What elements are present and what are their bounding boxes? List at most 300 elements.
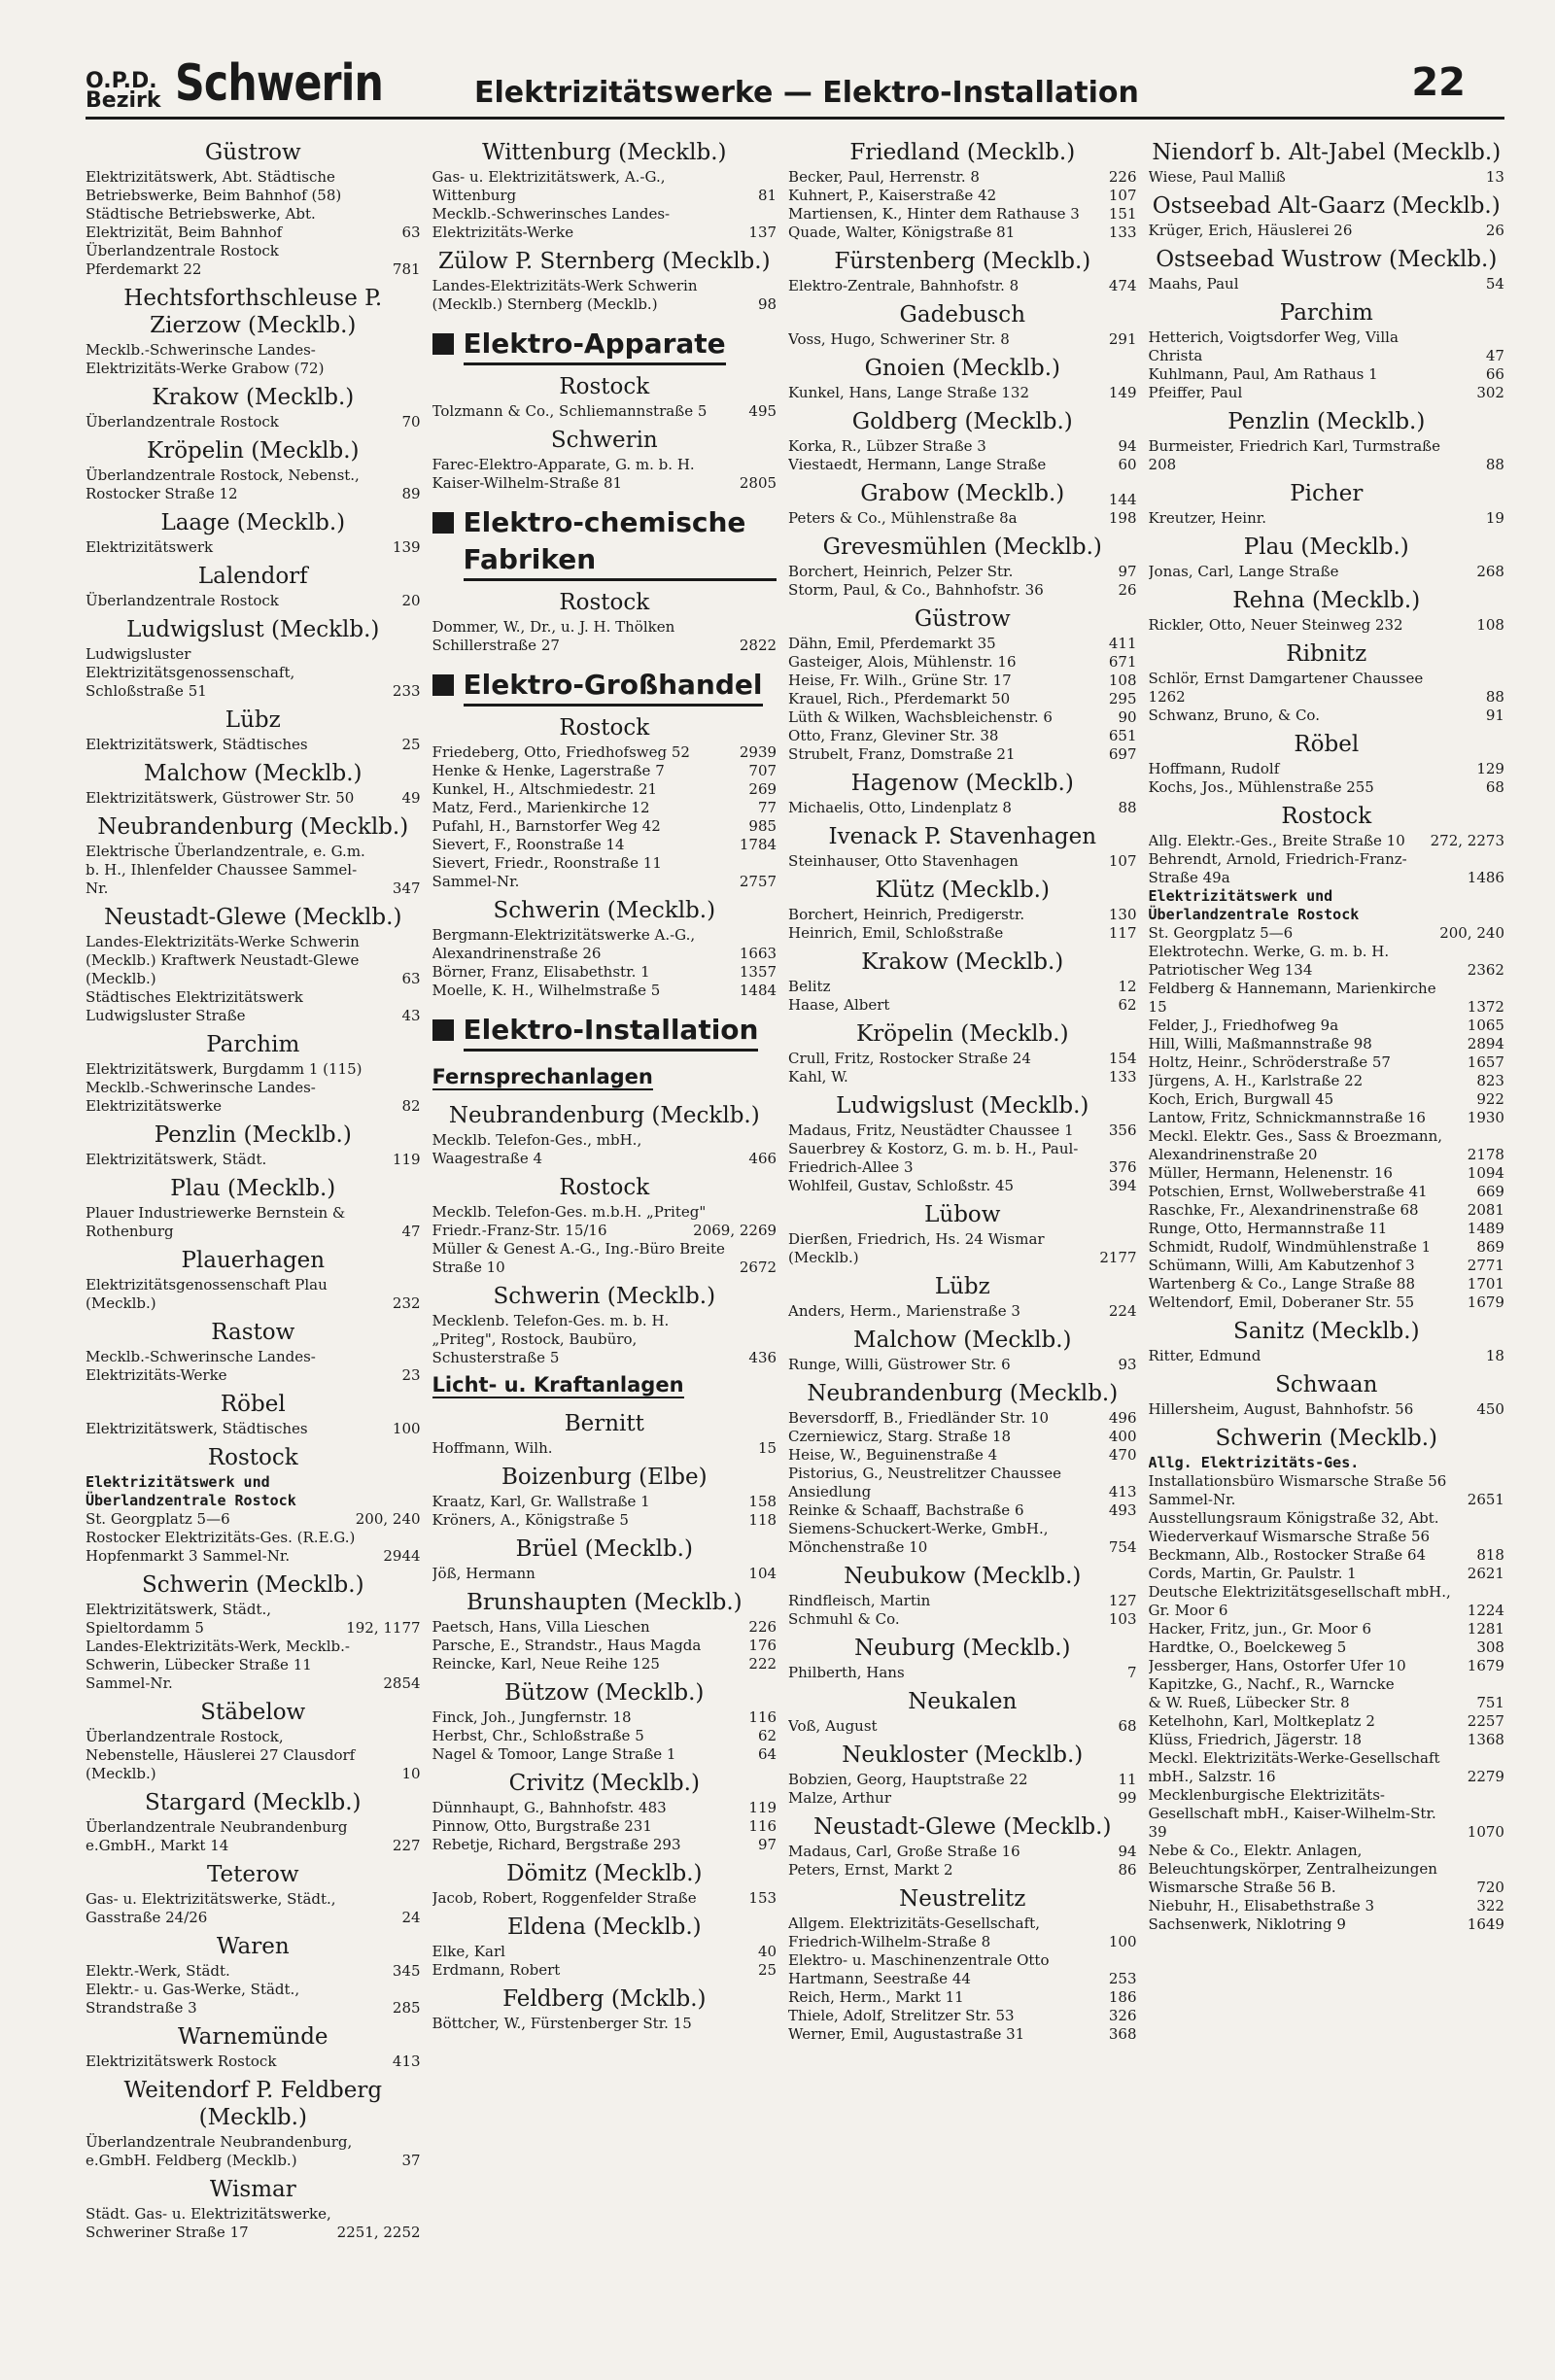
place-heading: Neustadt-Glewe (Mecklb.) bbox=[104, 905, 402, 930]
entry-text: Gas- u. Elektrizitätswerke, Städt., Gasstraße 24/26 bbox=[86, 1890, 336, 1926]
entry-text: Ketelhohn, Karl, Moltkeplatz 2 bbox=[1148, 1712, 1375, 1730]
directory-entry bbox=[788, 509, 1136, 528]
entry-text: Jürgens, A. H., Karlstraße 22 bbox=[1148, 1072, 1364, 1089]
entry-text: Mecklb.-Schwerinsche Landes-Elektrizitätswerke bbox=[86, 1079, 316, 1115]
directory-entry bbox=[788, 852, 1136, 871]
entry-text: Potschien, Ernst, Wollweberstraße 41 bbox=[1148, 1183, 1428, 1200]
entry-text: Überlandzentrale Neubrandenburg, e.GmbH. Feldberg (Mecklb.) bbox=[86, 2133, 353, 2169]
entry-text: Rindfleisch, Martin bbox=[788, 1592, 931, 1609]
place-section bbox=[788, 1273, 1136, 1321]
directory-entry bbox=[788, 799, 1136, 817]
directory-entry bbox=[1149, 168, 1504, 187]
entry-phone-number: 94 bbox=[1118, 437, 1137, 455]
entry-phone-number: 198 bbox=[1108, 509, 1137, 527]
directory-entry bbox=[86, 592, 421, 610]
entry-phone-number: 394 bbox=[1108, 1177, 1137, 1194]
directory-entry bbox=[432, 1817, 778, 1836]
place-heading: Bernitt bbox=[564, 1411, 644, 1436]
entry-phone-number: 103 bbox=[1108, 1610, 1137, 1628]
place-heading: Ostseebad Wustrow (Mecklb.) bbox=[1156, 247, 1498, 272]
place-section bbox=[1149, 408, 1504, 474]
entry-text: Pufahl, H., Barnstorfer Weg 42 bbox=[432, 817, 661, 835]
directory-entry bbox=[788, 1914, 1136, 1951]
directory-entry bbox=[432, 1511, 778, 1530]
place-section bbox=[1149, 1371, 1504, 1419]
entry-text: Meckl. Elektr. Ges., Sass & Broezmann, Alexandrinenstraße 20 bbox=[1148, 1127, 1443, 1163]
entry-phone-number: 88 bbox=[1118, 799, 1137, 816]
entry-phone-number: 2894 bbox=[1467, 1035, 1504, 1052]
directory-entry bbox=[432, 1240, 778, 1277]
directory-entry bbox=[86, 2133, 421, 2170]
directory-entry bbox=[1149, 1915, 1504, 1934]
entry-text: Landes-Elektrizitäts-Werk Schwerin (Mecklb.) Sternberg (Mecklb.) bbox=[432, 277, 698, 313]
directory-entry bbox=[788, 437, 1136, 456]
entry-text: Koch, Erich, Burgwall 45 bbox=[1148, 1090, 1334, 1108]
entry-text: Mecklenburgische Elektrizitäts-Gesellschaft mbH., Kaiser-Wilhelm-Str. 39 bbox=[1148, 1786, 1436, 1841]
place-section bbox=[1149, 246, 1504, 293]
entry-phone-number: 7 bbox=[1126, 1664, 1137, 1681]
entry-phone-number: 226 bbox=[1108, 168, 1137, 186]
entry-text: Mecklb.-Schwerinsches Landes-Elektrizitäts-Werke bbox=[432, 205, 671, 241]
entry-text: Crull, Fritz, Rostocker Straße 24 bbox=[788, 1050, 1031, 1067]
directory-entry bbox=[86, 1079, 421, 1116]
directory-entry bbox=[788, 330, 1136, 349]
entry-text: Hacker, Fritz, jun., Gr. Moor 6 bbox=[1148, 1620, 1372, 1638]
place-heading: Rehna (Mecklb.) bbox=[1232, 588, 1421, 613]
place-heading: Ludwigslust (Mecklb.) bbox=[836, 1093, 1089, 1119]
entry-text: Thiele, Adolf, Strelitzer Str. 53 bbox=[788, 2007, 1015, 2024]
entry-phone-number: 15 bbox=[757, 1439, 778, 1457]
entry-phone-number: 200, 240 bbox=[1439, 924, 1504, 942]
entry-text: Jacob, Robert, Roggenfelder Straße bbox=[432, 1889, 697, 1907]
directory-entry bbox=[432, 1889, 778, 1908]
entry-phone-number: 2757 bbox=[739, 873, 778, 890]
place-heading: Picher bbox=[1290, 481, 1364, 506]
directory-entry bbox=[1149, 1454, 1504, 1472]
entry-phone-number: 754 bbox=[1108, 1538, 1137, 1556]
place-section bbox=[86, 1121, 421, 1169]
entry-text: Herbst, Chr., Schloßstraße 5 bbox=[432, 1727, 644, 1744]
directory-entry bbox=[788, 1861, 1136, 1880]
entry-text: Elektrizitätswerk, Burgdamm 1 (115) bbox=[86, 1060, 363, 1078]
entry-phone-number: 104 bbox=[748, 1565, 778, 1582]
directory-entry bbox=[788, 205, 1136, 224]
entry-phone-number: 347 bbox=[392, 880, 421, 897]
entry-text: Bergmann-Elektrizitätswerke A.-G., Alexandrinenstraße 26 bbox=[432, 926, 696, 962]
entry-phone-number: 413 bbox=[392, 2052, 421, 2070]
entry-phone-number: 1224 bbox=[1467, 1602, 1504, 1619]
place-section bbox=[788, 1563, 1136, 1629]
directory-entry bbox=[1149, 616, 1504, 635]
place-heading: Sanitz (Mecklb.) bbox=[1232, 1319, 1420, 1344]
entry-phone-number: 153 bbox=[748, 1889, 778, 1907]
place-section bbox=[788, 770, 1136, 817]
entry-phone-number: 158 bbox=[748, 1493, 778, 1510]
directory-entry bbox=[788, 1177, 1136, 1195]
entry-text: Kreutzer, Heinr. bbox=[1148, 509, 1267, 527]
directory-entry bbox=[788, 2025, 1136, 2044]
entry-phone-number: 2939 bbox=[739, 743, 778, 761]
entry-phone-number: 47 bbox=[401, 1223, 421, 1240]
entry-phone-number: 1784 bbox=[739, 836, 778, 853]
entry-phone-number: 2854 bbox=[383, 1674, 421, 1692]
entry-phone-number: 10 bbox=[401, 1765, 421, 1782]
directory-entry bbox=[86, 242, 421, 279]
place-section bbox=[86, 1319, 421, 1385]
place-heading: Rostock bbox=[559, 374, 650, 399]
entry-phone-number: 43 bbox=[401, 1007, 421, 1024]
entry-phone-number: 2822 bbox=[739, 637, 778, 654]
entry-text: St. Georgplatz 5—6 bbox=[86, 1510, 230, 1528]
directory-entry bbox=[1149, 1293, 1504, 1312]
entry-text: Böttcher, W., Fürstenberger Str. 15 bbox=[432, 2015, 692, 2032]
entry-phone-number: 227 bbox=[392, 1837, 421, 1854]
place-section bbox=[432, 1860, 778, 1908]
entry-text: Elektrizitätswerk und Überlandzentrale Rostock bbox=[86, 1473, 296, 1509]
directory-entry bbox=[432, 402, 778, 421]
entry-text: Voss, Hugo, Schweriner Str. 8 bbox=[788, 330, 1010, 348]
entry-text: Hardtke, O., Boelckeweg 5 bbox=[1148, 1638, 1347, 1656]
directory-entry bbox=[1149, 1035, 1504, 1053]
place-heading: Brunshaupten (Mecklb.) bbox=[466, 1590, 743, 1615]
entry-phone-number: 470 bbox=[1108, 1446, 1137, 1464]
place-section bbox=[788, 1327, 1136, 1374]
entry-text: Hill, Willi, Maßmannstraße 98 bbox=[1148, 1035, 1372, 1052]
entry-phone-number: 25 bbox=[757, 1961, 778, 1979]
entry-text: Kunkel, H., Altschmiedestr. 21 bbox=[432, 780, 658, 798]
entry-phone-number: 2672 bbox=[739, 1259, 778, 1276]
entry-text: Gasteiger, Alois, Mühlenstr. 16 bbox=[788, 653, 1017, 671]
entry-phone-number: 82 bbox=[401, 1097, 421, 1115]
entry-phone-number: 107 bbox=[1108, 187, 1137, 204]
place-heading: Neustrelitz bbox=[899, 1886, 1026, 1912]
entry-text: Henke & Henke, Lagerstraße 7 bbox=[432, 762, 665, 779]
entry-text: Nagel & Tomoor, Lange Straße 1 bbox=[432, 1745, 676, 1763]
entry-phone-number: 226 bbox=[748, 1618, 778, 1636]
place-heading: Neuburg (Mecklb.) bbox=[854, 1636, 1071, 1661]
directory-entry bbox=[1149, 760, 1504, 778]
entry-phone-number: 26 bbox=[1485, 222, 1504, 239]
entry-text: Runge, Willi, Güstrower Str. 6 bbox=[788, 1356, 1011, 1373]
directory-entry bbox=[788, 745, 1136, 764]
entry-phone-number: 1368 bbox=[1467, 1731, 1504, 1748]
entry-text: Burmeister, Friedrich Karl, Turmstraße 208 bbox=[1148, 437, 1441, 473]
entry-text: Malze, Arthur bbox=[788, 1789, 891, 1807]
entry-text: Städt. Gas- u. Elektrizitätswerke, Schweriner Straße 17 bbox=[86, 2205, 331, 2241]
entry-text: Überlandzentrale Rostock bbox=[86, 413, 279, 431]
entry-phone-number: 23 bbox=[401, 1366, 421, 1384]
place-section bbox=[1149, 139, 1504, 187]
entry-text: Städtisches Elektrizitätswerk Ludwigsluster Straße bbox=[86, 988, 303, 1024]
entry-text: Mecklb.-Schwerinsche Landes-Elektrizitäts-Werke bbox=[86, 1348, 316, 1384]
entry-text: Nebe & Co., Elektr. Anlagen, Beleuchtungskörper, Zentralheizungen Wismarsche Straße 56 B. bbox=[1148, 1842, 1437, 1896]
place-heading: Ostseebad Alt-Gaarz (Mecklb.) bbox=[1152, 193, 1501, 219]
entry-text: Landes-Elektrizitäts-Werk, Mecklb.-Schwerin, Lübecker Straße 11 Sammel-Nr. bbox=[86, 1638, 350, 1692]
directory-entry bbox=[1149, 437, 1504, 474]
place-heading: Wismar bbox=[209, 2177, 296, 2202]
place-section bbox=[86, 1031, 421, 1116]
directory-entry bbox=[86, 1060, 421, 1079]
entry-text: Klüss, Friedrich, Jägerstr. 18 bbox=[1148, 1731, 1363, 1748]
entry-text: Schmuhl & Co. bbox=[788, 1610, 900, 1628]
directory-entry bbox=[788, 1501, 1136, 1520]
entry-text: Otto, Franz, Gleviner Str. 38 bbox=[788, 727, 999, 744]
entry-text: Hoffmann, Rudolf bbox=[1148, 760, 1280, 777]
city-title: Schwerin bbox=[175, 54, 384, 113]
entry-text: Städtische Betriebswerke, Abt. Elektrizität, Beim Bahnhof bbox=[86, 205, 316, 241]
entry-text: Farec-Elektro-Apparate, G. m. b. H. Kaiser-Wilhelm-Straße 81 bbox=[432, 456, 695, 492]
entry-text: Überlandzentrale Rostock, Nebenstelle, Häuslerei 27 Clausdorf (Mecklb.) bbox=[86, 1728, 356, 1782]
place-section bbox=[788, 605, 1136, 764]
place-section bbox=[432, 1283, 778, 1367]
entry-phone-number: 66 bbox=[1485, 365, 1504, 383]
place-section bbox=[1149, 640, 1504, 725]
place-section bbox=[788, 534, 1136, 600]
place-section bbox=[432, 1102, 778, 1168]
place-section bbox=[86, 509, 421, 557]
directory-entry bbox=[432, 1745, 778, 1764]
directory-entry bbox=[1149, 1731, 1504, 1749]
entry-phone-number: 54 bbox=[1485, 275, 1504, 293]
entry-phone-number: 224 bbox=[1108, 1302, 1137, 1320]
place-heading: Friedland (Mecklb.) bbox=[849, 140, 1076, 165]
columns bbox=[86, 133, 1504, 2242]
entry-phone-number: 232 bbox=[392, 1294, 421, 1312]
place-heading: Lübz bbox=[934, 1274, 990, 1299]
directory-entry bbox=[86, 1818, 421, 1855]
directory-entry bbox=[788, 277, 1136, 295]
directory-entry bbox=[86, 1276, 421, 1313]
entry-text: Müller & Genest A.-G., Ing.-Büro Breite Straße 10 bbox=[432, 1240, 725, 1276]
directory-entry bbox=[432, 1708, 778, 1727]
directory-entry bbox=[788, 708, 1136, 727]
entry-phone-number: 1486 bbox=[1467, 869, 1504, 886]
entry-phone-number: 291 bbox=[1108, 330, 1137, 348]
directory-entry bbox=[1149, 850, 1504, 887]
place-section bbox=[86, 2077, 421, 2170]
entry-text: Czerniewicz, Starg. Straße 18 bbox=[788, 1428, 1012, 1445]
place-section bbox=[86, 563, 421, 610]
directory-entry bbox=[1149, 1897, 1504, 1915]
entry-text: Madaus, Carl, Große Straße 16 bbox=[788, 1843, 1020, 1860]
entry-phone-number: 233 bbox=[392, 682, 421, 700]
place-section bbox=[86, 384, 421, 431]
place-section bbox=[86, 2176, 421, 2242]
entry-phone-number: 1663 bbox=[739, 945, 778, 962]
entry-phone-number: 68 bbox=[1485, 778, 1504, 796]
entry-text: Viestaedt, Hermann, Lange Straße bbox=[788, 456, 1047, 473]
entry-phone-number: 129 bbox=[1476, 760, 1504, 777]
opd-line2: Bezirk bbox=[86, 88, 161, 113]
entry-phone-number: 94 bbox=[1118, 1843, 1137, 1860]
entry-text: Kapitzke, G., Nachf., R., Warncke bbox=[1148, 1675, 1395, 1693]
entry-phone-number: 116 bbox=[748, 1817, 778, 1835]
directory-entry bbox=[86, 1420, 421, 1438]
entry-phone-number: 985 bbox=[748, 817, 778, 835]
entry-phone-number: 99 bbox=[1118, 1789, 1137, 1807]
entry-text: Hetterich, Voigtsdorfer Weg, Villa Christa bbox=[1148, 328, 1399, 364]
directory-entry bbox=[788, 1664, 1136, 1682]
place-heading: Rostock bbox=[559, 590, 650, 615]
place-heading: Rostock bbox=[559, 1175, 650, 1200]
entry-text: Siemens-Schuckert-Werke, GmbH., Mönchenstraße 10 bbox=[788, 1520, 1049, 1556]
place-section bbox=[788, 301, 1136, 349]
place-heading: Lübz bbox=[225, 707, 281, 733]
entry-text: Borchert, Heinrich, Predigerstr. bbox=[788, 906, 1025, 923]
column-4 bbox=[1149, 133, 1504, 2242]
column-2 bbox=[432, 133, 778, 2242]
directory-entry bbox=[1149, 1220, 1504, 1238]
place-heading: Neukalen bbox=[908, 1689, 1018, 1714]
place-heading: Röbel bbox=[1294, 732, 1360, 757]
directory-entry bbox=[788, 384, 1136, 402]
place-heading: Malchow (Mecklb.) bbox=[144, 761, 363, 786]
category-title: Elektro-Großhandel bbox=[464, 667, 763, 707]
entry-text: Sauerbrey & Kostorz, G. m. b. H., Paul-Friedrich-Allee 3 bbox=[788, 1140, 1079, 1176]
entry-phone-number: 13 bbox=[1485, 168, 1504, 186]
entry-phone-number: 26 bbox=[1118, 581, 1137, 599]
directory-entry bbox=[86, 2205, 421, 2242]
directory-entry bbox=[432, 1131, 778, 1168]
directory-entry bbox=[86, 843, 421, 898]
place-heading: Rostock bbox=[559, 715, 650, 741]
place-section bbox=[86, 1789, 421, 1855]
directory-entry bbox=[86, 1529, 421, 1566]
place-section bbox=[788, 1020, 1136, 1087]
directory-entry bbox=[432, 836, 778, 854]
directory-entry bbox=[788, 1520, 1136, 1557]
entry-text: Erdmann, Robert bbox=[432, 1961, 561, 1979]
entry-phone-number: 1484 bbox=[739, 982, 778, 999]
place-section bbox=[86, 1391, 421, 1438]
directory-entry bbox=[86, 736, 421, 754]
entry-phone-number: 47 bbox=[1485, 347, 1504, 364]
entry-text: Holtz, Heinr., Schröderstraße 57 bbox=[1148, 1053, 1391, 1071]
entry-text: Hillersheim, August, Bahnhofstr. 56 bbox=[1148, 1400, 1414, 1418]
entry-phone-number: 60 bbox=[1118, 456, 1137, 473]
place-heading: Wittenburg (Mecklb.) bbox=[482, 140, 727, 165]
entry-text: Elektrizitätswerk, Städtisches bbox=[86, 1420, 308, 1437]
entry-text: Felder, J., Friedhofweg 9a bbox=[1148, 1017, 1339, 1034]
directory-entry bbox=[432, 277, 778, 314]
entry-phone-number: 186 bbox=[1108, 1988, 1137, 2006]
entry-text: Elektrizitätswerk, Städt., Spieltordamm 5 bbox=[86, 1601, 272, 1637]
opd-line1: O.P.D. bbox=[86, 69, 157, 93]
place-heading: Neubrandenburg (Mecklb.) bbox=[448, 1103, 760, 1128]
directory-entry bbox=[788, 1068, 1136, 1087]
place-heading: Crivitz (Mecklb.) bbox=[508, 1771, 700, 1796]
entry-text: Elektrotechn. Werke, G. m. b. H. Patriotischer Weg 134 bbox=[1148, 943, 1390, 979]
entry-phone-number: 144 bbox=[1108, 491, 1137, 508]
entry-text: Wartenberg & Co., Lange Straße 88 bbox=[1148, 1275, 1415, 1293]
place-section bbox=[86, 1571, 421, 1693]
place-section bbox=[86, 1933, 421, 2018]
entry-text: Steinhauser, Otto Stavenhagen bbox=[788, 852, 1019, 870]
entry-text: Quade, Walter, Königstraße 81 bbox=[788, 224, 1016, 241]
entry-text: Jöß, Hermann bbox=[432, 1565, 536, 1582]
place-heading: Neustadt-Glewe (Mecklb.) bbox=[813, 1814, 1112, 1840]
directory-entry bbox=[788, 1428, 1136, 1446]
entry-text: Sievert, F., Roonstraße 14 bbox=[432, 836, 625, 853]
entry-phone-number: 345 bbox=[392, 1962, 421, 1980]
place-heading: Kröpelin (Mecklb.) bbox=[147, 438, 360, 464]
subcategory-heading: Fernsprechanlagen bbox=[432, 1065, 653, 1088]
entry-phone-number: 272, 2273 bbox=[1430, 832, 1504, 849]
entry-text: Müller, Hermann, Helenenstr. 16 bbox=[1148, 1164, 1393, 1182]
directory-entry bbox=[788, 1592, 1136, 1610]
place-section bbox=[1149, 731, 1504, 797]
entry-phone-number: 1489 bbox=[1467, 1220, 1504, 1237]
entry-phone-number: 40 bbox=[757, 1943, 778, 1960]
entry-phone-number: 651 bbox=[1108, 727, 1137, 744]
entry-text: Paetsch, Hans, Villa Lieschen bbox=[432, 1618, 650, 1636]
entry-phone-number: 192, 1177 bbox=[346, 1619, 421, 1637]
entry-phone-number: 1070 bbox=[1467, 1823, 1504, 1841]
directory-entry bbox=[432, 1565, 778, 1583]
directory-entry bbox=[1149, 1238, 1504, 1257]
directory-entry bbox=[86, 1204, 421, 1241]
place-section bbox=[432, 897, 778, 1000]
directory-entry bbox=[1149, 1694, 1504, 1712]
entry-phone-number: 496 bbox=[1108, 1409, 1137, 1427]
entry-phone-number: 268 bbox=[1476, 563, 1504, 580]
entry-phone-number: 2944 bbox=[383, 1547, 421, 1565]
directory-entry bbox=[788, 1610, 1136, 1629]
directory-entry bbox=[1149, 943, 1504, 980]
entry-text: Michaelis, Otto, Lindenplatz 8 bbox=[788, 799, 1012, 816]
directory-entry bbox=[432, 762, 778, 780]
place-heading: Ludwigslust (Mecklb.) bbox=[126, 617, 380, 642]
directory-entry bbox=[86, 413, 421, 431]
directory-entry bbox=[1149, 1472, 1504, 1509]
place-section bbox=[1149, 1318, 1504, 1365]
entry-text: Parsche, E., Strandstr., Haus Magda bbox=[432, 1637, 702, 1654]
entry-text: Heise, Fr. Wilh., Grüne Str. 17 bbox=[788, 672, 1012, 689]
entry-phone-number: 24 bbox=[401, 1909, 421, 1926]
entry-text: Kuhlmann, Paul, Am Rathaus 1 bbox=[1148, 365, 1378, 383]
entry-text: Reinke & Schaaff, Bachstraße 6 bbox=[788, 1501, 1024, 1519]
directory-entry bbox=[86, 341, 421, 378]
entry-text: Elektrizitätswerk und Überlandzentrale Rostock bbox=[1148, 887, 1360, 923]
entry-text: Elektrizitätswerk, Abt. Städtische Betriebswerke, Beim Bahnhof (58) bbox=[86, 168, 342, 204]
entry-text: Behrendt, Arnold, Friedrich-Franz-Straße 49a bbox=[1148, 850, 1407, 886]
entry-text: Jessberger, Hans, Ostorfer Ufer 10 bbox=[1148, 1657, 1406, 1674]
entry-phone-number: 222 bbox=[748, 1655, 778, 1673]
directory-entry bbox=[1149, 1257, 1504, 1275]
entry-phone-number: 2621 bbox=[1467, 1565, 1504, 1582]
entry-text: Schmidt, Rudolf, Windmühlenstraße 1 bbox=[1148, 1238, 1432, 1256]
entry-text: Reincke, Karl, Neue Reihe 125 bbox=[432, 1655, 660, 1673]
entry-phone-number: 922 bbox=[1476, 1090, 1504, 1108]
place-heading: Hechtsforthschleuse P. Zierzow (Mecklb.) bbox=[123, 286, 383, 338]
entry-text: Hoffmann, Wilh. bbox=[432, 1439, 553, 1457]
directory-entry bbox=[86, 1638, 421, 1693]
entry-text: Pfeiffer, Paul bbox=[1148, 384, 1243, 401]
entry-phone-number: 2177 bbox=[1099, 1249, 1137, 1266]
directory-entry bbox=[432, 1493, 778, 1511]
place-heading: Grevesmühlen (Mecklb.) bbox=[822, 535, 1102, 560]
entry-phone-number: 697 bbox=[1108, 745, 1137, 763]
directory-entry bbox=[1149, 328, 1504, 365]
directory-entry bbox=[1149, 1090, 1504, 1109]
directory-entry bbox=[788, 1140, 1136, 1177]
category-heading bbox=[432, 1012, 778, 1052]
entry-text: Überlandzentrale Rostock, Nebenst., Rostocker Straße 12 bbox=[86, 466, 360, 502]
entry-text: St. Georgplatz 5—6 bbox=[1148, 924, 1294, 942]
entry-text: Kahl, W. bbox=[788, 1068, 848, 1086]
place-heading: Lalendorf bbox=[197, 564, 308, 589]
entry-phone-number: 117 bbox=[1108, 924, 1137, 942]
